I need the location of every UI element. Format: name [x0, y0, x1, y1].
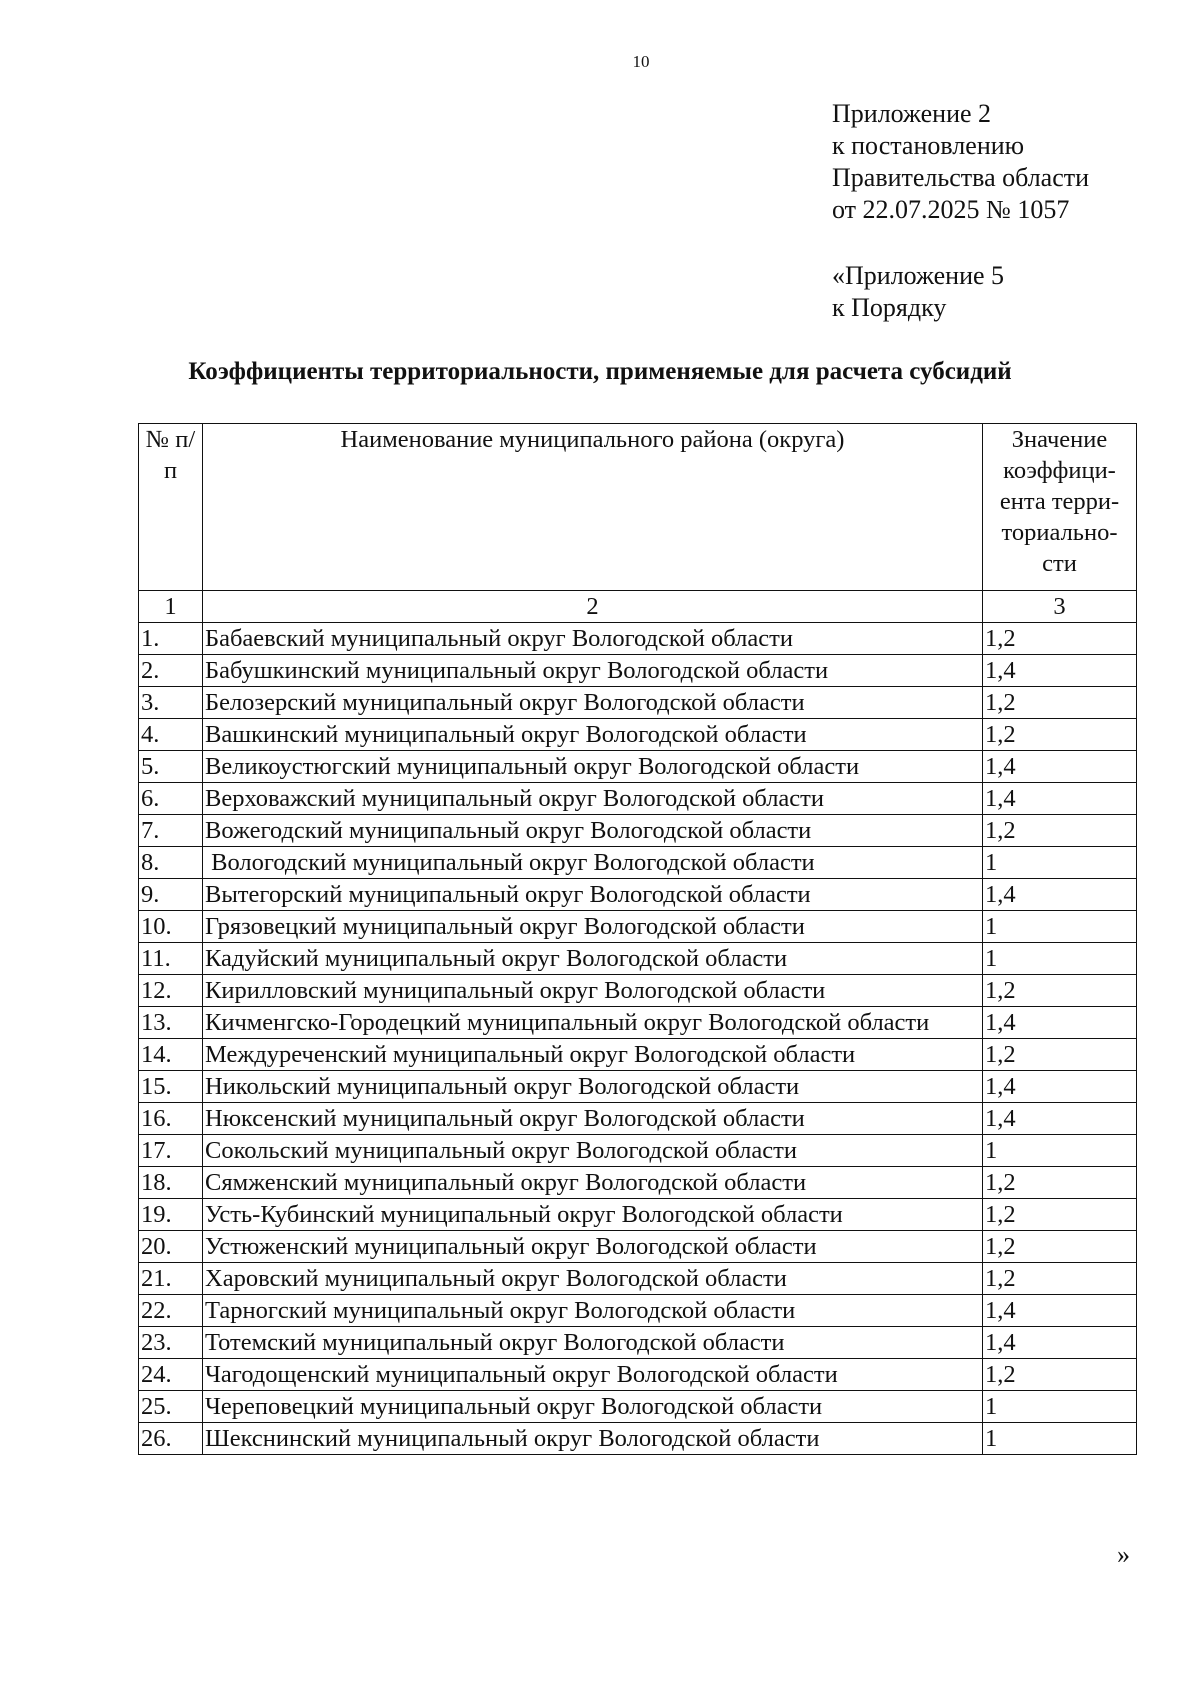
- district-name: Тотемский муниципальный округ Вологодской области: [203, 1327, 983, 1359]
- table-row: [139, 655, 1137, 687]
- row-number: 1.: [139, 623, 203, 655]
- header-name: Наименование муниципального района (округа): [203, 424, 983, 591]
- district-name: Бабаевский муниципальный округ Вологодской области: [203, 623, 983, 655]
- district-name: Сямженский муниципальный округ Вологодской области: [203, 1167, 983, 1199]
- table-row: [139, 1007, 1137, 1039]
- row-number: 5.: [139, 751, 203, 783]
- table-header-row: [139, 424, 1137, 591]
- row-number: 4.: [139, 719, 203, 751]
- row-number: 19.: [139, 1199, 203, 1231]
- table-row: [139, 783, 1137, 815]
- row-number: 2.: [139, 655, 203, 687]
- table-row: [139, 1103, 1137, 1135]
- coefficient-value: 1,2: [983, 623, 1137, 655]
- table-row: [139, 1231, 1137, 1263]
- coefficient-value: 1,2: [983, 719, 1137, 751]
- table-row: [139, 623, 1137, 655]
- row-number: 26.: [139, 1423, 203, 1455]
- row-number: 21.: [139, 1263, 203, 1295]
- table-row: [139, 687, 1137, 719]
- district-name: Никольский муниципальный округ Вологодской области: [203, 1071, 983, 1103]
- table-row: [139, 1135, 1137, 1167]
- coefficient-value: 1,4: [983, 655, 1137, 687]
- district-name: Бабушкинский муниципальный округ Вологодской области: [203, 655, 983, 687]
- appendix-line: от 22.07.2025 № 1057: [832, 195, 1070, 224]
- table-body: [139, 623, 1137, 1455]
- closing-quote: »: [1117, 1540, 1130, 1569]
- coefficient-value: 1,2: [983, 1199, 1137, 1231]
- table-row: [139, 847, 1137, 879]
- coefficient-value: 1,4: [983, 1007, 1137, 1039]
- table-row: [139, 719, 1137, 751]
- table-row: [139, 1263, 1137, 1295]
- column-index: 1: [139, 591, 203, 623]
- district-name: Кирилловский муниципальный округ Вологодской области: [203, 975, 983, 1007]
- row-number: 7.: [139, 815, 203, 847]
- coefficient-value: 1,4: [983, 879, 1137, 911]
- row-number: 3.: [139, 687, 203, 719]
- table-row: [139, 1167, 1137, 1199]
- appendix-line: к постановлению: [832, 131, 1025, 160]
- coefficient-value: 1: [983, 1135, 1137, 1167]
- column-index: 3: [983, 591, 1137, 623]
- header-value: Значение коэффици- ента терри- ториально- сти: [983, 424, 1137, 591]
- district-name: Междуреченский муниципальный округ Вологодской области: [203, 1039, 983, 1071]
- coefficient-value: 1,4: [983, 1071, 1137, 1103]
- coefficient-value: 1,2: [983, 815, 1137, 847]
- district-name: Белозерский муниципальный округ Вологодской области: [203, 687, 983, 719]
- row-number: 6.: [139, 783, 203, 815]
- district-name: Кичменгско-Городецкий муниципальный округ Вологодской области: [203, 1007, 983, 1039]
- table-row: [139, 975, 1137, 1007]
- coefficient-value: 1,4: [983, 1295, 1137, 1327]
- row-number: 9.: [139, 879, 203, 911]
- appendix-line: Правительства области: [832, 163, 1090, 192]
- coefficient-value: 1,4: [983, 751, 1137, 783]
- district-name: Сокольский муниципальный округ Вологодской области: [203, 1135, 983, 1167]
- table-row: [139, 1199, 1137, 1231]
- table-row: [139, 1039, 1137, 1071]
- table-row: [139, 751, 1137, 783]
- district-name: Вологодский муниципальный округ Вологодской области: [203, 847, 983, 879]
- coefficient-value: 1: [983, 1391, 1137, 1423]
- coefficient-value: 1: [983, 911, 1137, 943]
- coefficient-value: 1,2: [983, 1263, 1137, 1295]
- column-index: 2: [203, 591, 983, 623]
- row-number: 18.: [139, 1167, 203, 1199]
- district-name: Кадуйский муниципальный округ Вологодской области: [203, 943, 983, 975]
- district-name: Шекснинский муниципальный округ Вологодской области: [203, 1423, 983, 1455]
- district-name: Нюксенский муниципальный округ Вологодской области: [203, 1103, 983, 1135]
- appendix-header: [832, 98, 1089, 226]
- table-row: [139, 1423, 1137, 1455]
- district-name: Великоустюгский муниципальный округ Вологодской области: [203, 751, 983, 783]
- district-name: Вашкинский муниципальный округ Вологодской области: [203, 719, 983, 751]
- table-row: [139, 1295, 1137, 1327]
- coefficient-value: 1,2: [983, 1039, 1137, 1071]
- coefficient-value: 1,2: [983, 1359, 1137, 1391]
- table-row: [139, 911, 1137, 943]
- district-name: Грязовецкий муниципальный округ Вологодской области: [203, 911, 983, 943]
- table-row: [139, 1071, 1137, 1103]
- table-row: [139, 1327, 1137, 1359]
- coefficient-value: 1,4: [983, 1327, 1137, 1359]
- coefficient-value: 1,2: [983, 1231, 1137, 1263]
- row-number: 25.: [139, 1391, 203, 1423]
- district-name: Усть-Кубинский муниципальный округ Вологодской области: [203, 1199, 983, 1231]
- appendix-reference: [832, 260, 1004, 324]
- table-row: [139, 1391, 1137, 1423]
- table-row: [139, 1359, 1137, 1391]
- row-number: 13.: [139, 1007, 203, 1039]
- row-number: 11.: [139, 943, 203, 975]
- district-name: Харовский муниципальный округ Вологодской области: [203, 1263, 983, 1295]
- appendix-line: Приложение 2: [832, 99, 992, 128]
- district-name: Верховажский муниципальный округ Вологодской области: [203, 783, 983, 815]
- row-number: 8.: [139, 847, 203, 879]
- district-name: Вожегодский муниципальный округ Вологодской области: [203, 815, 983, 847]
- coefficient-value: 1,2: [983, 975, 1137, 1007]
- coefficient-value: 1,4: [983, 1103, 1137, 1135]
- appendix-ref-line: к Порядку: [832, 293, 947, 322]
- district-name: Вытегорский муниципальный округ Вологодской области: [203, 879, 983, 911]
- column-index-row: [139, 591, 1137, 623]
- row-number: 15.: [139, 1071, 203, 1103]
- appendix-ref-line: «Приложение 5: [832, 261, 1005, 290]
- coefficient-value: 1: [983, 847, 1137, 879]
- district-name: Чагодощенский муниципальный округ Вологодской области: [203, 1359, 983, 1391]
- page-number: 10: [632, 52, 650, 71]
- row-number: 20.: [139, 1231, 203, 1263]
- district-name: Череповецкий муниципальный округ Вологодской области: [203, 1391, 983, 1423]
- district-name: Тарногский муниципальный округ Вологодской области: [203, 1295, 983, 1327]
- document-title: Коэффициенты территориальности, применяемые для расчета субсидий: [188, 358, 1012, 385]
- row-number: 23.: [139, 1327, 203, 1359]
- header-number: № п/п: [139, 424, 203, 591]
- row-number: 24.: [139, 1359, 203, 1391]
- coefficient-value: 1: [983, 1423, 1137, 1455]
- row-number: 17.: [139, 1135, 203, 1167]
- table-row: [139, 815, 1137, 847]
- row-number: 10.: [139, 911, 203, 943]
- coefficients-table: [138, 423, 1137, 1455]
- coefficient-value: 1,2: [983, 687, 1137, 719]
- row-number: 16.: [139, 1103, 203, 1135]
- coefficient-value: 1,2: [983, 1167, 1137, 1199]
- district-name: Устюженский муниципальный округ Вологодской области: [203, 1231, 983, 1263]
- row-number: 22.: [139, 1295, 203, 1327]
- coefficient-value: 1: [983, 943, 1137, 975]
- coefficient-value: 1,4: [983, 783, 1137, 815]
- table-row: [139, 943, 1137, 975]
- table-row: [139, 879, 1137, 911]
- row-number: 12.: [139, 975, 203, 1007]
- row-number: 14.: [139, 1039, 203, 1071]
